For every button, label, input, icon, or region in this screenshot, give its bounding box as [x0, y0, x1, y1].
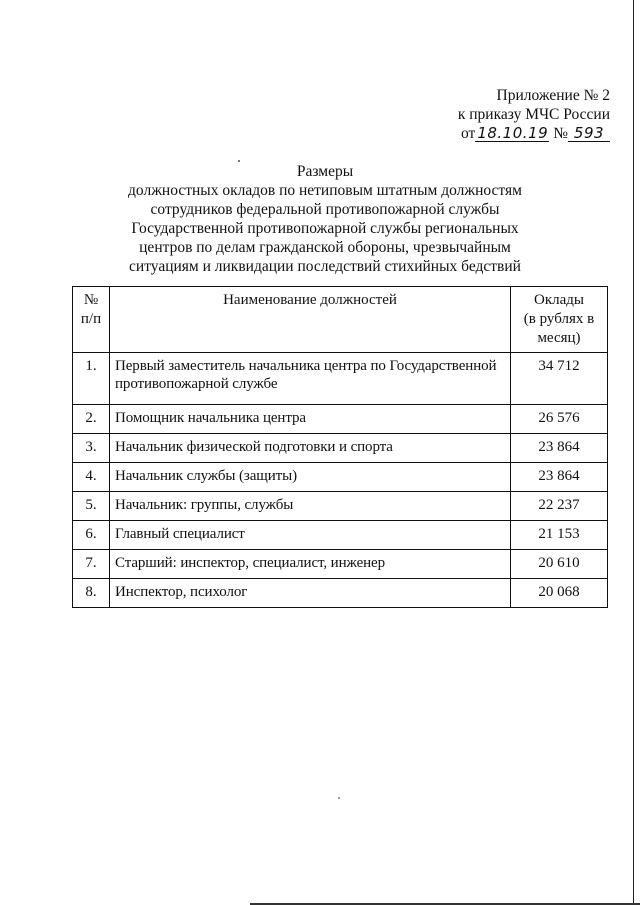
title-line: Государственной противопожарной службы региональных [131, 220, 519, 237]
table-row [73, 492, 608, 521]
header-salary-title: Оклады [534, 292, 584, 308]
table-header-row [73, 287, 608, 353]
header-number-symbol: № [83, 292, 99, 308]
header-number-abbr: п/п [80, 311, 102, 327]
table-row [73, 353, 608, 405]
row-position: Первый заместитель начальника центра по Государственной противопожарной службе [110, 353, 511, 405]
row-salary: 22 237 [511, 492, 608, 521]
row-position: Инспектор, психолог [110, 579, 511, 608]
table-row [73, 463, 608, 492]
number-label: № [553, 125, 568, 142]
header-number [73, 287, 110, 353]
appendix-header [458, 86, 610, 143]
table-row [73, 550, 608, 579]
row-salary: 23 864 [511, 463, 608, 492]
header-salary-unit: (в рублях в [523, 311, 595, 327]
title-line: должностных окладов по нетиповым штатным должностям [128, 182, 522, 199]
row-salary: 23 864 [511, 434, 608, 463]
header-position-name: Наименование должностей [110, 287, 511, 353]
table-row [73, 521, 608, 550]
row-number: 2. [73, 405, 110, 434]
from-label: от [461, 125, 476, 142]
title-line: центров по делам гражданской обороны, чрезвычайным [139, 239, 511, 256]
header-salary [511, 287, 608, 353]
table-row [73, 434, 608, 463]
title-line: ситуациям и ликвидации последствий стихийных бедствий [129, 258, 521, 275]
row-number: 8. [73, 579, 110, 608]
appendix-title: Приложение № 2 [496, 87, 610, 104]
row-salary: 26 576 [511, 405, 608, 434]
handwritten-date: 18.10.19 [477, 124, 549, 142]
row-number: 6. [73, 521, 110, 550]
row-number: 3. [73, 434, 110, 463]
row-position: Начальник службы (защиты) [110, 463, 511, 492]
row-position: Помощник начальника центра [110, 405, 511, 434]
table-row [73, 405, 608, 434]
row-number: 5. [73, 492, 110, 521]
header-salary-period: месяц) [537, 330, 581, 346]
row-position: Начальник: группы, службы [110, 492, 511, 521]
row-position: Главный специалист [110, 521, 511, 550]
scan-edge-right [633, 0, 634, 905]
handwritten-number: 593 [568, 125, 610, 142]
document-title [110, 162, 540, 276]
salary-table [72, 286, 608, 608]
row-number: 7. [73, 550, 110, 579]
row-salary: 20 068 [511, 579, 608, 608]
row-position: Старший: инспектор, специалист, инженер [110, 550, 511, 579]
row-salary: 34 712 [511, 353, 608, 405]
title-line: Размеры [296, 163, 354, 180]
row-salary: 20 610 [511, 550, 608, 579]
appendix-date-line [458, 124, 610, 143]
scan-speck [338, 797, 340, 799]
appendix-order-ref: к приказу МЧС России [457, 106, 610, 123]
row-number: 4. [73, 463, 110, 492]
table-row [73, 579, 608, 608]
row-number: 1. [73, 353, 110, 405]
row-salary: 21 153 [511, 521, 608, 550]
title-line: сотрудников федеральной противопожарной службы [150, 201, 500, 218]
row-position: Начальник физической подготовки и спорта [110, 434, 511, 463]
